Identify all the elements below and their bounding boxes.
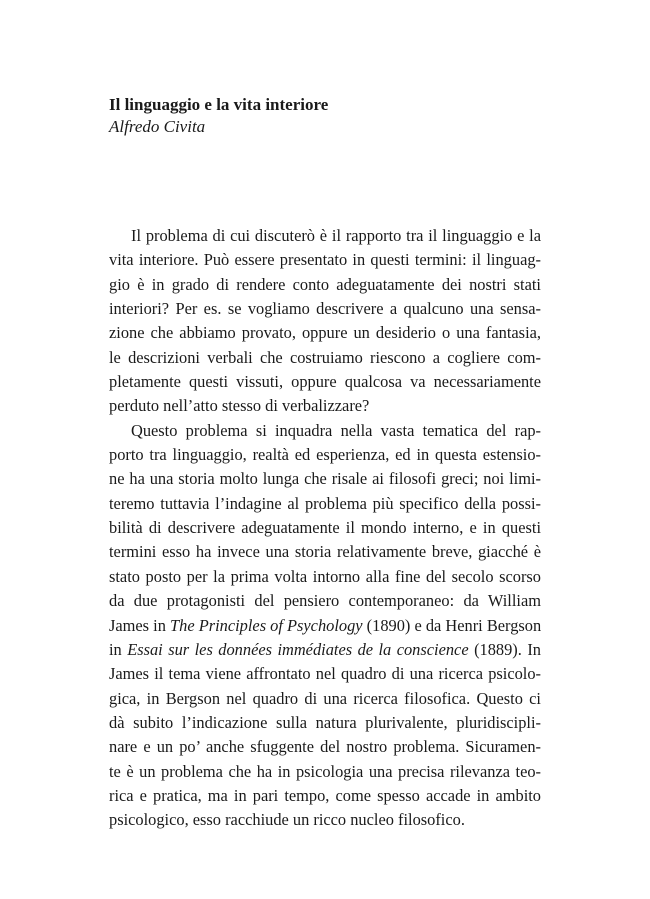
- text-line: bilità di descrivere adeguatamente il mondo interno, e in questi: [109, 518, 541, 538]
- text-line: dà subito l’indicazione sulla natura plurivalente, pluridiscipli-: [109, 712, 541, 732]
- text-line: rica e pratica, ma in pari tempo, come spesso accade in ambito: [109, 785, 541, 805]
- text-line: ne ha una storia molto lunga che risale ai filosofi greci; noi limi-: [109, 469, 541, 489]
- text-line: interiori? Per es. se vogliamo descrivere a qualcuno una sensa-: [109, 299, 541, 319]
- text-run: James in: [109, 615, 171, 635]
- text-line: gica, in Bergson nel quadro di una ricerca filosofica. Questo ci: [109, 688, 541, 708]
- text-line: Il problema di cui discuterò è il rapporto tra il linguaggio e la: [131, 226, 541, 245]
- text-line: zione che abbiamo provato, oppure un desiderio o una fantasia,: [109, 323, 541, 343]
- author-name: Alfredo Civita: [109, 117, 206, 136]
- text-line: vita interiore. Può essere presentato in questi termini: il linguag-: [109, 250, 541, 270]
- paragraph-2: [109, 419, 541, 833]
- book-title-italic: Essai sur les données immédiates de la conscience: [127, 639, 469, 659]
- text-line: [109, 614, 541, 638]
- text-line: [109, 638, 541, 662]
- text-line: porto tra linguaggio, realtà ed esperienza, ed in questa estensio-: [109, 445, 541, 465]
- text-run: (1890) e da Henri Bergson: [362, 615, 542, 635]
- body-text: [109, 224, 541, 833]
- text-line: James il tema viene affrontato nel quadro di una ricerca psicolo-: [109, 664, 541, 684]
- page-content: [109, 94, 542, 830]
- text-line: te è un problema che ha in psicologia una precisa rilevanza teo-: [109, 761, 541, 781]
- text-line: gio è in grado di rendere conto adeguatamente dei nostri stati: [109, 274, 541, 294]
- text-line: Questo problema si inquadra nella vasta tematica del rap-: [131, 420, 541, 440]
- text-line: perduto nell’atto stesso di verbalizzare?: [109, 396, 370, 416]
- text-run: (1889). In: [468, 639, 541, 659]
- text-line: nare e un po’ anche sfuggente del nostro problema. Sicuramen-: [109, 737, 541, 757]
- text-line: le descrizioni verbali che costruiamo riescono a cogliere com-: [109, 347, 541, 367]
- paragraph-1: [109, 224, 541, 419]
- text-run: in: [109, 639, 128, 659]
- text-line: termini esso ha invece una storia relativamente breve, giacché è: [109, 542, 541, 562]
- text-line: teremo tuttavia l’indagine al problema più specifico della possi-: [109, 493, 541, 513]
- text-line: stato posto per la prima volta intorno alla fine del secolo scorso: [109, 566, 541, 586]
- text-line: pletamente questi vissuti, oppure qualcosa va necessariamente: [109, 372, 541, 392]
- book-title-italic: The Principles of Psychology: [170, 615, 363, 635]
- chapter-title: Il linguaggio e la vita interiore: [109, 95, 329, 114]
- text-line: psicologico, esso racchiude un ricco nucleo filosofico.: [109, 810, 465, 830]
- text-line: da due protagonisti del pensiero contemporaneo: da William: [109, 591, 541, 611]
